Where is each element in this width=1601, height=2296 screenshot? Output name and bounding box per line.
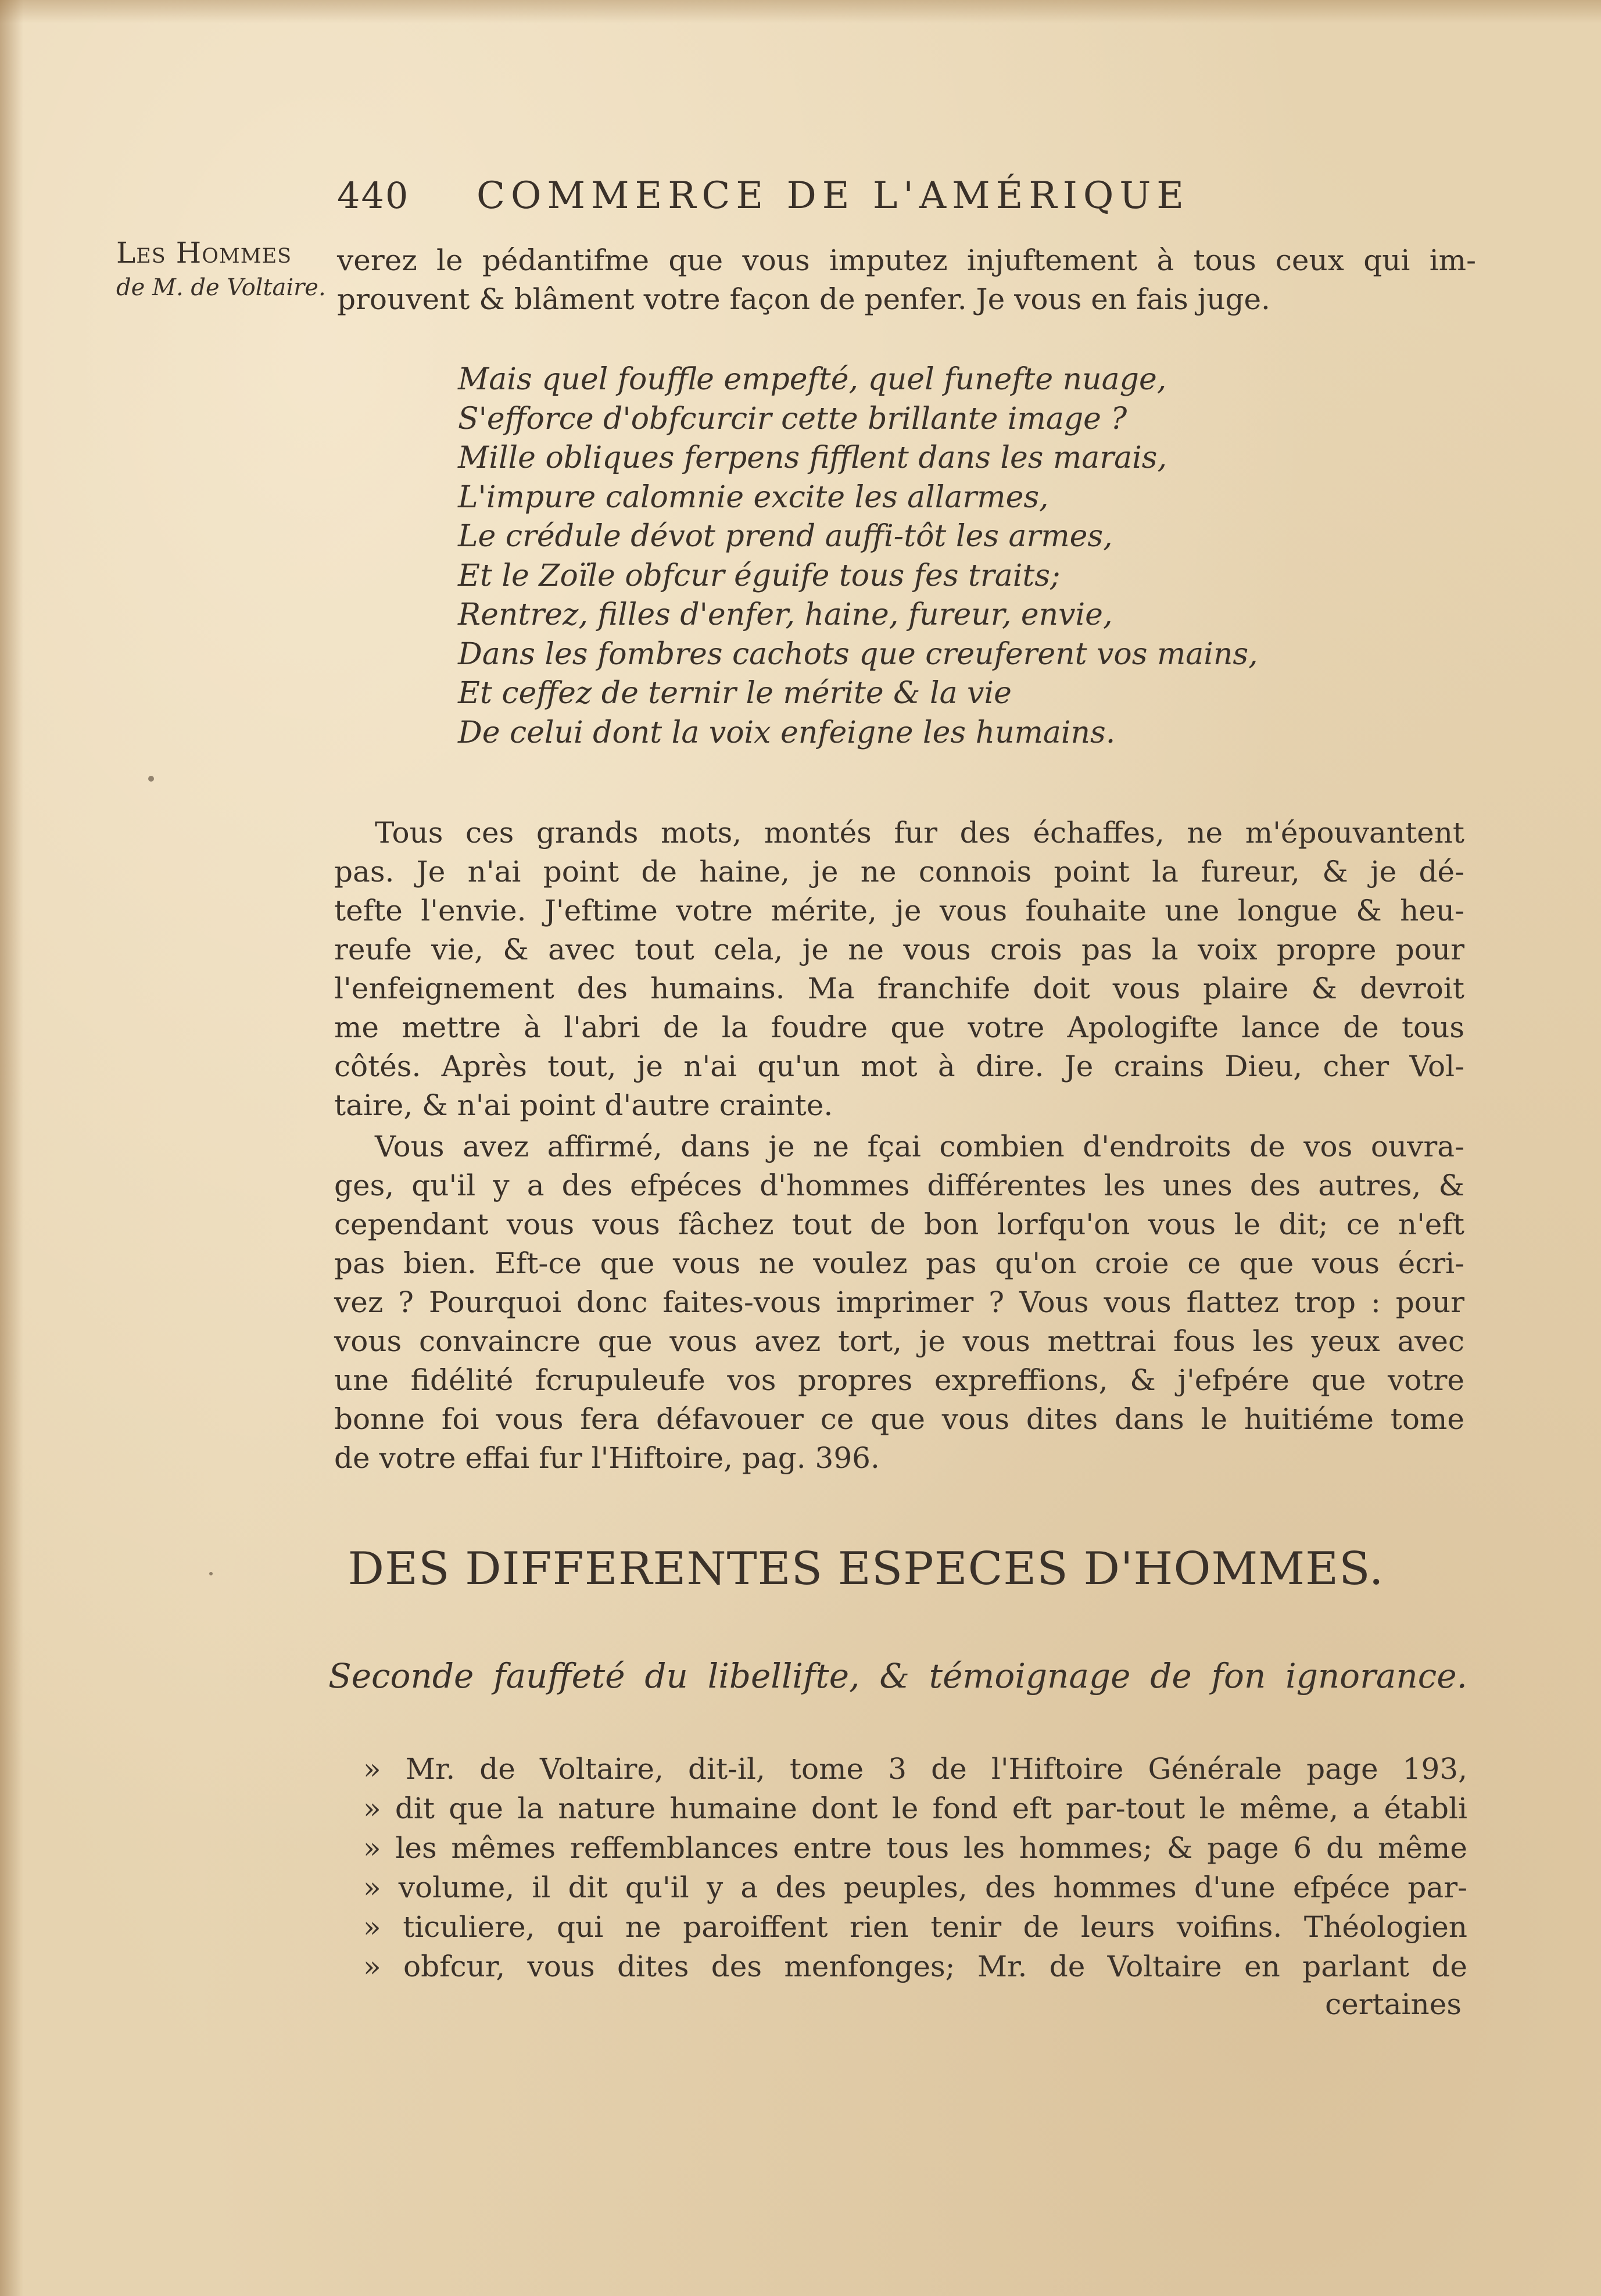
paragraph-1	[334, 814, 1464, 1125]
margin-note	[116, 235, 331, 305]
verse-line: S'efforce d'obfcurcir cette brillante image ?	[458, 401, 1127, 436]
text-line: me mettre à l'abri de la foudre que votre Apologifte lance de tous	[334, 1011, 1464, 1044]
page-edge-shadow	[0, 0, 23, 2296]
text-line: » volume, il dit qu'il y a des peuples, des hommes d'une efpéce par-	[363, 1871, 1467, 1904]
verse-quotation	[458, 360, 1330, 753]
text-line: » ticuliere, qui ne paroiffent rien tenir de leurs voifins. Théologien	[363, 1910, 1467, 1944]
running-head	[337, 174, 1325, 227]
paragraph-2	[334, 1127, 1464, 1478]
text-line: Vous avez affirmé, dans je ne fçai combien d'endroits de vos ouvra-	[375, 1130, 1464, 1163]
verse-line: Et le Zoïle obfcur éguife tous fes traits;	[458, 558, 1061, 593]
verse-line: Mais quel fouffle empefté, quel funefte nuage,	[458, 362, 1167, 397]
verse-line: Le crédule dévot prend auffi-tôt les armes,	[458, 519, 1113, 554]
page-top-shadow	[0, 0, 1601, 23]
text-line: côtés. Après tout, je n'ai qu'un mot à dire. Je crains Dieu, cher Vol-	[334, 1050, 1464, 1083]
running-title: COMMERCE DE L'AMÉRIQUE	[477, 174, 1190, 217]
text-line: » obfcur, vous dites des menfonges; Mr. de Voltaire en parlant de	[363, 1950, 1467, 1983]
text-line: taire, & n'ai point d'autre crainte.	[334, 1088, 833, 1122]
text-line: une fidélité fcrupuleufe vos propres expreffions, & j'efpére que votre	[334, 1363, 1464, 1397]
text-line: cependant vous vous fâchez tout de bon lorfqu'on vous le dit; ce n'eft	[334, 1208, 1464, 1241]
text-line: pas. Je n'ai point de haine, je ne connois point la fureur, & je dé-	[334, 855, 1464, 889]
section-subheading: Seconde fauffeté du libellifte, & témoignage de fon ignorance.	[328, 1656, 1467, 1696]
text-line: » dit que la nature humaine dont le fond eft par-tout le même, a établi	[363, 1792, 1467, 1825]
ink-speck	[148, 776, 154, 782]
ink-speck	[209, 1572, 213, 1575]
verse-line: L'impure calomnie excite les allarmes,	[458, 479, 1049, 515]
text-line: bonne foi vous fera défavouer ce que vous dites dans le huitiéme tome	[334, 1402, 1464, 1436]
quoted-paragraph	[363, 1749, 1467, 1986]
verse-line: De celui dont la voix enfeigne les humains.	[458, 715, 1116, 750]
text-line: tefte l'envie. J'eftime votre mérite, je vous fouhaite une longue & heu-	[334, 894, 1464, 927]
verse-line: Rentrez, filles d'enfer, haine, fureur, envie,	[458, 597, 1113, 632]
page-number: 440	[337, 174, 410, 217]
text-line: vous convaincre que vous avez tort, je vous mettrai fous les yeux avec	[334, 1324, 1464, 1358]
text-line: de votre effai fur l'Hiftoire, pag. 396.	[334, 1441, 880, 1475]
text-line: l'enfeignement des humains. Ma franchife doit vous plaire & devroit	[334, 972, 1464, 1005]
text-line: Tous ces grands mots, montés fur des échaffes, ne m'épouvantent	[375, 816, 1464, 850]
text-line: pas bien. Eft-ce que vous ne voulez pas qu'on croie ce que vous écri-	[334, 1246, 1464, 1280]
margin-note-line: Les Hommes	[116, 236, 292, 270]
text-line: reufe vie, & avec tout cela, je ne vous crois pas la voix propre pour	[334, 933, 1464, 966]
catchword: certaines	[1325, 1987, 1462, 2021]
text-line: verez le pédantifme que vous imputez injuftement à tous ceux qui im-	[337, 243, 1476, 277]
text-line: » Mr. de Voltaire, dit-il, tome 3 de l'Hiftoire Générale page 193,	[363, 1752, 1467, 1786]
verse-line: Et ceffez de ternir le mérite & la vie	[458, 676, 1012, 711]
text-line: ges, qu'il y a des efpéces d'hommes différentes les unes des autres, &	[334, 1169, 1464, 1202]
margin-note-line: de M. de Voltaire.	[116, 274, 326, 301]
verse-line: Mille obliques ferpens fifflent dans les marais,	[458, 440, 1167, 475]
verse-line: Dans les fombres cachots que creuferent vos mains,	[458, 636, 1258, 672]
intro-paragraph	[337, 241, 1476, 319]
section-heading: DES DIFFERENTES ESPECES D'HOMMES.	[348, 1543, 1384, 1595]
text-line: vez ? Pourquoi donc faites-vous imprimer ? Vous vous flattez trop : pour	[334, 1285, 1464, 1319]
text-line: » les mêmes reffemblances entre tous les hommes; & page 6 du même	[363, 1831, 1467, 1865]
text-line: prouvent & blâment votre façon de penfer. Je vous en fais juge.	[337, 282, 1270, 316]
